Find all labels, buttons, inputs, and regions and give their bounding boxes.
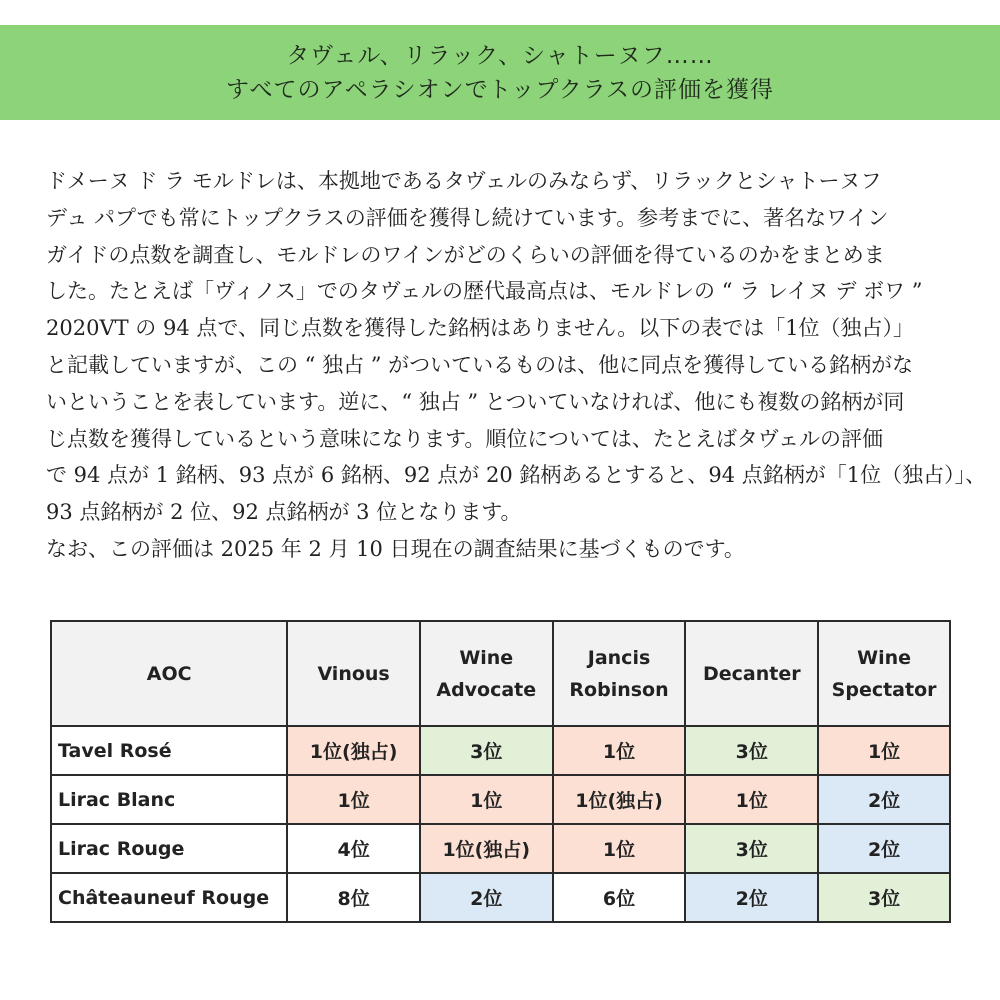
rank-cell: 4位: [287, 824, 420, 873]
rank-cell: 1位: [553, 824, 686, 873]
body-line: なお、この評価は 2025 年 2 月 10 日現在の調査結果に基づくものです。: [46, 536, 745, 561]
column-header-wine-advocate: Wine Advocate: [420, 621, 553, 726]
body-line: した。たとえば「ヴィノス」でのタヴェルの歴代最高点は、モルドレの “ ラ レイヌ デ ボワ ”: [46, 279, 923, 304]
table-row: [51, 873, 950, 922]
body-line: と記載していますが、この “ 独占 ” がついているものは、他に同点を獲得している銘柄がな: [46, 352, 914, 377]
column-header-aoc: AOC: [51, 621, 287, 726]
rank-cell: 2位: [818, 824, 950, 873]
table-row: [51, 726, 950, 775]
table-row: [51, 824, 950, 873]
rank-cell: 1位: [818, 726, 950, 775]
rank-cell: 8位: [287, 873, 420, 922]
rank-cell: 3位: [685, 726, 818, 775]
header-line-1: タヴェル、リラック、シャトーヌフ……: [286, 42, 714, 69]
rank-cell: 3位: [420, 726, 553, 775]
body-paragraph: [46, 163, 987, 568]
table-header-row: [51, 621, 950, 726]
column-header-vinous: Vinous: [287, 621, 420, 726]
rank-cell: 1位: [420, 775, 553, 824]
rank-cell: 3位: [818, 873, 950, 922]
rank-cell: 2位: [420, 873, 553, 922]
body-line: ガイドの点数を調査し、モルドレのワインがどのくらいの評価を得ているのかをまとめま: [46, 242, 885, 267]
rank-cell: 2位: [818, 775, 950, 824]
aoc-cell: Lirac Blanc: [51, 775, 287, 824]
rank-cell: 3位: [685, 824, 818, 873]
rank-cell: 1位: [553, 726, 686, 775]
body-line: じ点数を獲得しているという意味になります。順位については、たとえばタヴェルの評価: [46, 426, 884, 451]
column-header-decanter: Decanter: [685, 621, 818, 726]
aoc-cell: Lirac Rouge: [51, 824, 287, 873]
rank-cell: 1位(独占): [553, 775, 686, 824]
table-row: [51, 775, 950, 824]
body-line: で 94 点が 1 銘柄、93 点が 6 銘柄、92 点が 20 銘柄あるとすると、94 点銘柄が「1位（独占）」、: [46, 463, 987, 488]
body-line: いということを表しています。逆に、“ 独占 ” とついていなければ、他にも複数の銘柄が同: [46, 389, 905, 414]
ratings-table: [50, 620, 951, 923]
body-line: 2020VT の 94 点で、同じ点数を獲得した銘柄はありません。以下の表では「1位（独占）」: [46, 316, 915, 341]
rank-cell: 1位(独占): [287, 726, 420, 775]
header-banner: [0, 25, 1000, 120]
column-header-jancis-robinson: Jancis Robinson: [553, 621, 686, 726]
aoc-cell: Tavel Rosé: [51, 726, 287, 775]
body-line: ドメーヌ ド ラ モルドレは、本拠地であるタヴェルのみならず、リラックとシャトーヌフ: [46, 169, 882, 193]
body-line: デュ パプでも常にトップクラスの評価を獲得し続けています。参考までに、著名なワイン: [46, 205, 889, 230]
aoc-cell: Châteauneuf Rouge: [51, 873, 287, 922]
rank-cell: 1位: [685, 775, 818, 824]
rank-cell: 1位(独占): [420, 824, 553, 873]
column-header-wine-spectator: Wine Spectator: [818, 621, 950, 726]
rank-cell: 6位: [553, 873, 686, 922]
rank-cell: 1位: [287, 775, 420, 824]
rank-cell: 2位: [685, 873, 818, 922]
header-line-2: すべてのアペラシオンでトップクラスの評価を獲得: [225, 76, 775, 103]
body-line: 93 点銘柄が 2 位、92 点銘柄が 3 位となります。: [46, 500, 522, 525]
